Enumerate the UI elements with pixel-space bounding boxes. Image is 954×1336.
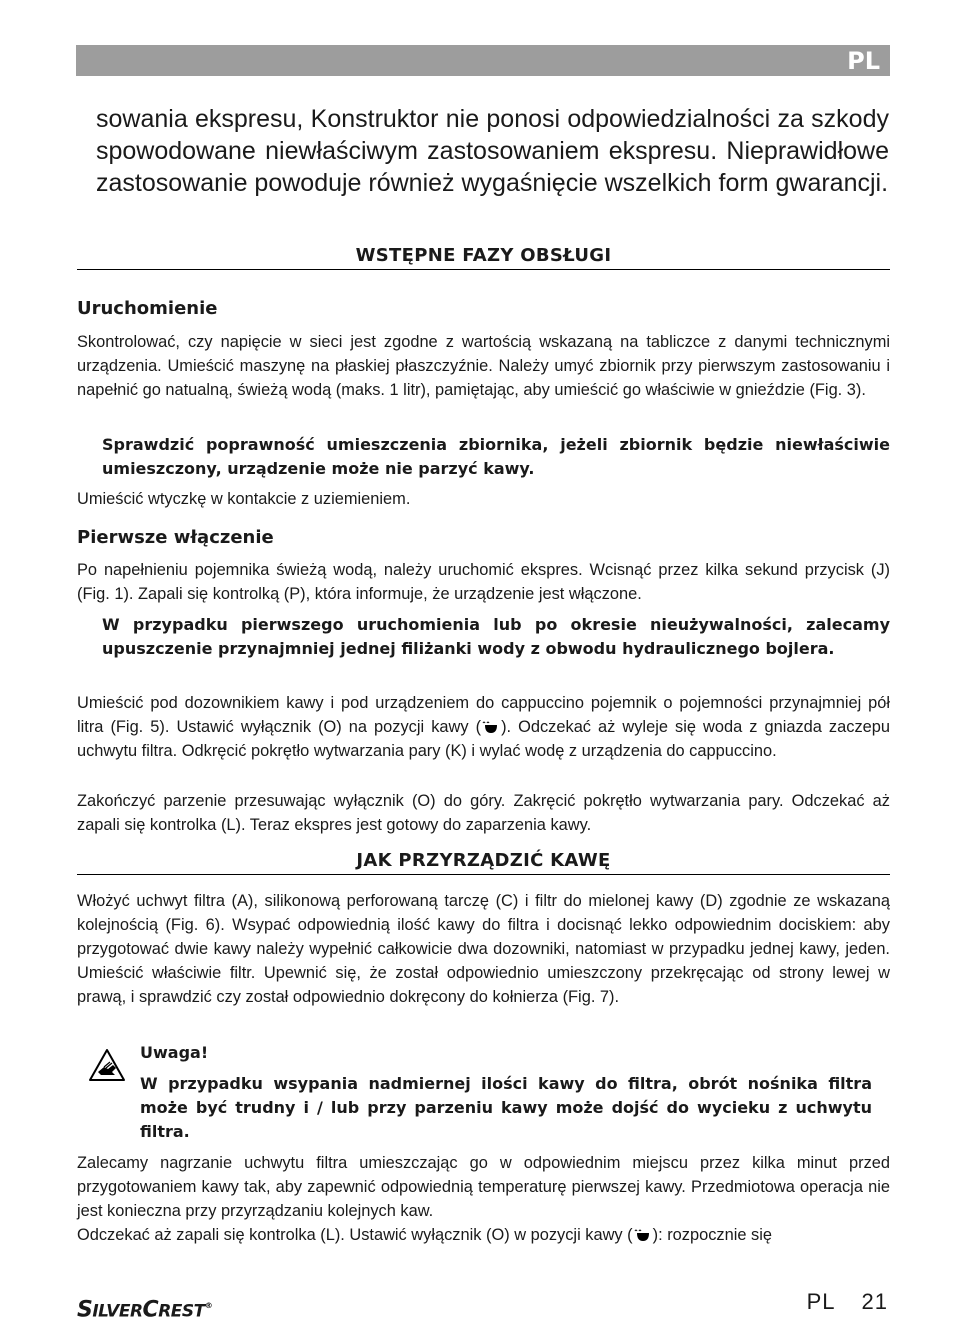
finish-brewing-paragraph: Zakończyć parzenie przesuwając wyłącznik (O) do góry. Zakręcić pokrętło wytwarzania pary. Odczekać aż zapali się kontrolka (L). Teraz ekspres jest gotowy do zaparzenia kawy. bbox=[77, 792, 890, 834]
coffee-cup-icon bbox=[481, 720, 501, 734]
logo-part: S bbox=[77, 1297, 93, 1323]
subheading-startup: Uruchomienie bbox=[77, 298, 218, 319]
coffee-cup-icon bbox=[633, 1228, 653, 1242]
first-power-on-note: W przypadku pierwszego uruchomienia lub po okresie nieużywalności, zalecamy upuszczenie przynajmniej jednej filiżanki wody z obwodu hydraulicznego bojlera. bbox=[102, 615, 890, 658]
page-footer bbox=[807, 1289, 888, 1315]
section-title-initial-phases: WSTĘPNE FAZY OBSŁUGI bbox=[77, 245, 890, 270]
plug-paragraph: Umieścić wtyczkę w kontakcie z uziemieniem. bbox=[77, 490, 411, 508]
footer-language: PL bbox=[806, 1289, 836, 1314]
cappuccino-paragraph bbox=[77, 691, 890, 763]
header-language-label: PL bbox=[847, 47, 880, 75]
cappuccino-paragraph-part2: ). Odczekać aż wyleje się woda z gniazda zaczepu uchwytu filtra. Odkręcić pokrętło wytwarzania pary (K) i wylać wodę z urządzenia do cappuccino. bbox=[77, 718, 890, 760]
section-title-how-to-make-coffee: JAK PRZYRZĄDZIĆ KAWĘ bbox=[77, 850, 890, 875]
startup-note: Sprawdzić poprawność umieszczenia zbiornika, jeżeli zbiornik będzie niewłaściwie umieszczony, urządzenie może nie parzyć kawy. bbox=[102, 435, 890, 478]
intro-paragraph: sowania ekspresu, Konstruktor nie ponosi odpowiedzialności za szkody spowodowane niewłaściwym zastosowaniem ekspresu. Nieprawidłowe zastosowanie powoduje również wygaśnięcie wszelkich form gwarancji. bbox=[96, 105, 889, 197]
header-bar bbox=[76, 45, 890, 76]
logo-part: ILVER bbox=[92, 1301, 143, 1322]
brew-start-paragraph bbox=[77, 1223, 890, 1247]
cappuccino-paragraph-part1: Umieścić pod dozownikiem kawy i pod urządzeniem do cappuccino pojemnik o pojemności przynajmniej pół litra (Fig. 5). Ustawić wyłącznik (O) na pozycji kawy ( bbox=[77, 694, 890, 736]
startup-paragraph: Skontrolować, czy napięcie w sieci jest zgodne z wartością wskazaną na tabliczce z danymi technicznymi urządzenia. Umieścić maszynę na płaskiej płaszczyźnie. Należy umyć zbiornik przy pierwszym zastosowaniu i napełnić go natualną, świeżą wodą (maks. 1 litr), pamiętając, aby umieścić go właściwie w gnieździe (Fig. 3). bbox=[77, 333, 890, 399]
brew-start-paragraph-part1: Odczekać aż zapali się kontrolka (L). Ustawić wyłącznik (O) w pozycji kawy ( bbox=[77, 1226, 633, 1244]
logo-part: REST bbox=[158, 1301, 205, 1322]
brew-start-paragraph-part2: ): rozpocznie się bbox=[652, 1226, 772, 1244]
subheading-first-power-on: Pierwsze włączenie bbox=[77, 527, 274, 548]
registered-mark: ® bbox=[204, 1301, 213, 1310]
first-power-on-paragraph: Po napełnieniu pojemnika świeżą wodą, należy uruchomić ekspres. Wcisnąć przez kilka sekund przycisk (J) (Fig. 1). Zapali się kontrolką (P), która informuje, że urządzenie jest włączone. bbox=[77, 561, 890, 603]
hand-in-triangle-warning-icon bbox=[88, 1048, 126, 1082]
preheat-paragraph: Zalecamy nagrzanie uchwytu filtra umieszczając go w odpowiednim miejscu przez kilka minut przed przygotowaniem kawy tak, aby zapewnić odpowiednią temperaturę pierwszej kawy. Przedmiotowa operacja nie jest konieczna przy przyrządzaniu kolejnych kaw. bbox=[77, 1154, 890, 1220]
warning-title: Uwaga! bbox=[140, 1043, 209, 1062]
silvercrest-logo bbox=[77, 1293, 212, 1324]
logo-part: C bbox=[142, 1297, 159, 1323]
filter-paragraph: Włożyć uchwyt filtra (A), silikonową perforowaną tarczę (C) i filtr do mielonej kawy (D) zgodnie ze wskazaną kolejnością (Fig. 6). Wsypać odpowiednią ilość kawy do filtra i docisnąć lekko odpowiednim dociskiem: aby przygotować dwie kawy należy wypełnić całkowicie dwa dozowniki, natomiast w przypadku jednej kawy, jeden. Umieścić właściwie filtr. Upewnić się, że został odpowiednio umieszczony przekręcając od strony lewej w prawą, i sprawdzić czy został odpowiednio dokręcony do kołnierza (Fig. 7). bbox=[77, 892, 890, 1006]
page-number: 21 bbox=[861, 1289, 888, 1314]
warning-text: W przypadku wsypania nadmiernej ilości kawy do filtra, obrót nośnika filtra może być trudny i / lub przy parzeniu kawy może dojść do wycieku z uchwytu filtra. bbox=[140, 1074, 872, 1141]
